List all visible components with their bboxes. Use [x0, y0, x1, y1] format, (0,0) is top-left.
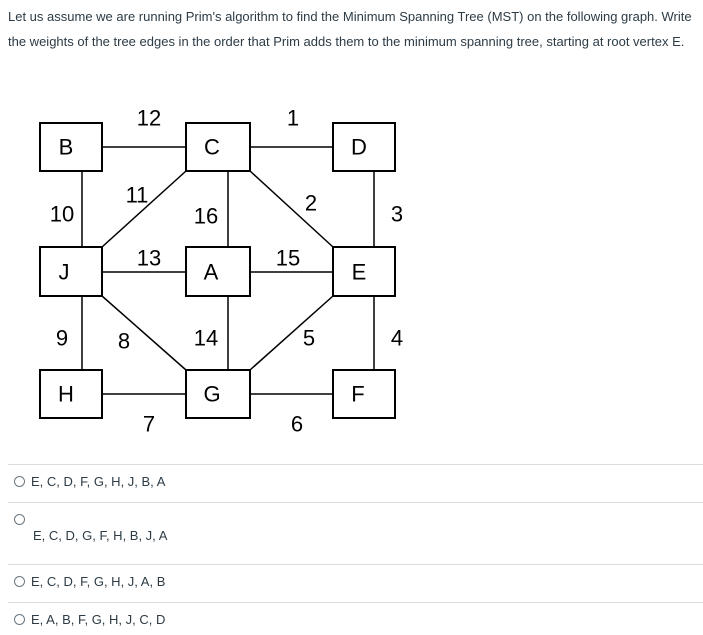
weight-j-g: 8 — [117, 328, 131, 354]
radio-button[interactable] — [14, 514, 25, 525]
weight-j-a: 13 — [136, 245, 162, 271]
node-g — [186, 370, 250, 418]
node-f-label: F — [351, 381, 365, 407]
radio-button[interactable] — [14, 476, 25, 487]
answer-label: E, C, D, F, G, H, J, A, B — [31, 574, 166, 589]
node-j-label: J — [58, 259, 70, 285]
node-h-label: H — [58, 381, 74, 407]
answer-option-1[interactable] — [8, 474, 165, 489]
weight-h-g: 7 — [142, 411, 156, 437]
weight-a-e: 15 — [275, 245, 301, 271]
edge-c-e — [250, 171, 333, 247]
answer-divider — [8, 502, 703, 503]
weight-d-e: 3 — [390, 201, 404, 227]
node-f — [333, 370, 395, 418]
weight-j-c: 11 — [125, 182, 149, 208]
edge-g-e — [250, 296, 333, 370]
node-c-label: C — [204, 134, 220, 160]
weight-c-d: 1 — [286, 105, 300, 131]
answer-divider — [8, 602, 703, 603]
radio-button[interactable] — [14, 614, 25, 625]
answer-label: E, C, D, G, F, H, B, J, A — [33, 528, 168, 543]
weight-g-f: 6 — [290, 411, 304, 437]
node-e — [333, 247, 395, 296]
answer-option-3[interactable] — [8, 574, 165, 589]
node-e-label: E — [351, 259, 367, 285]
weight-a-g: 14 — [193, 325, 219, 351]
answer-label: E, C, D, F, G, H, J, B, A — [31, 474, 166, 489]
weight-g-e: 5 — [302, 325, 316, 351]
answer-divider — [8, 564, 703, 565]
answer-option-4[interactable] — [8, 612, 165, 627]
node-b — [40, 123, 102, 171]
node-a — [186, 247, 250, 296]
question-text: Let us assume we are running Prim's algorithm to find the Minimum Spanning Tree (MST) on the following graph. Write the weights of the tree edges in the order that Prim adds them to the minimum spanning tree, starting at root vertex E. — [8, 9, 692, 49]
weight-c-e: 2 — [304, 190, 318, 216]
answer-label: E, A, B, F, G, H, J, C, D — [31, 612, 166, 627]
weight-b-j: 10 — [49, 201, 75, 227]
node-a-label: A — [203, 259, 219, 285]
weight-c-a: 16 — [193, 203, 219, 229]
weight-j-h: 9 — [55, 325, 69, 351]
node-c — [186, 123, 250, 171]
weight-e-f: 4 — [390, 325, 404, 351]
answer-divider — [8, 464, 703, 465]
radio-button[interactable] — [14, 576, 25, 587]
node-j — [40, 247, 102, 296]
node-g-label: G — [203, 381, 221, 407]
node-d — [333, 123, 395, 171]
edge-j-g — [102, 296, 186, 370]
node-h — [40, 370, 102, 418]
node-d-label: D — [351, 134, 367, 160]
answer-option-2[interactable] — [8, 514, 167, 543]
weight-b-c: 12 — [136, 105, 162, 131]
node-b-label: B — [58, 134, 74, 160]
